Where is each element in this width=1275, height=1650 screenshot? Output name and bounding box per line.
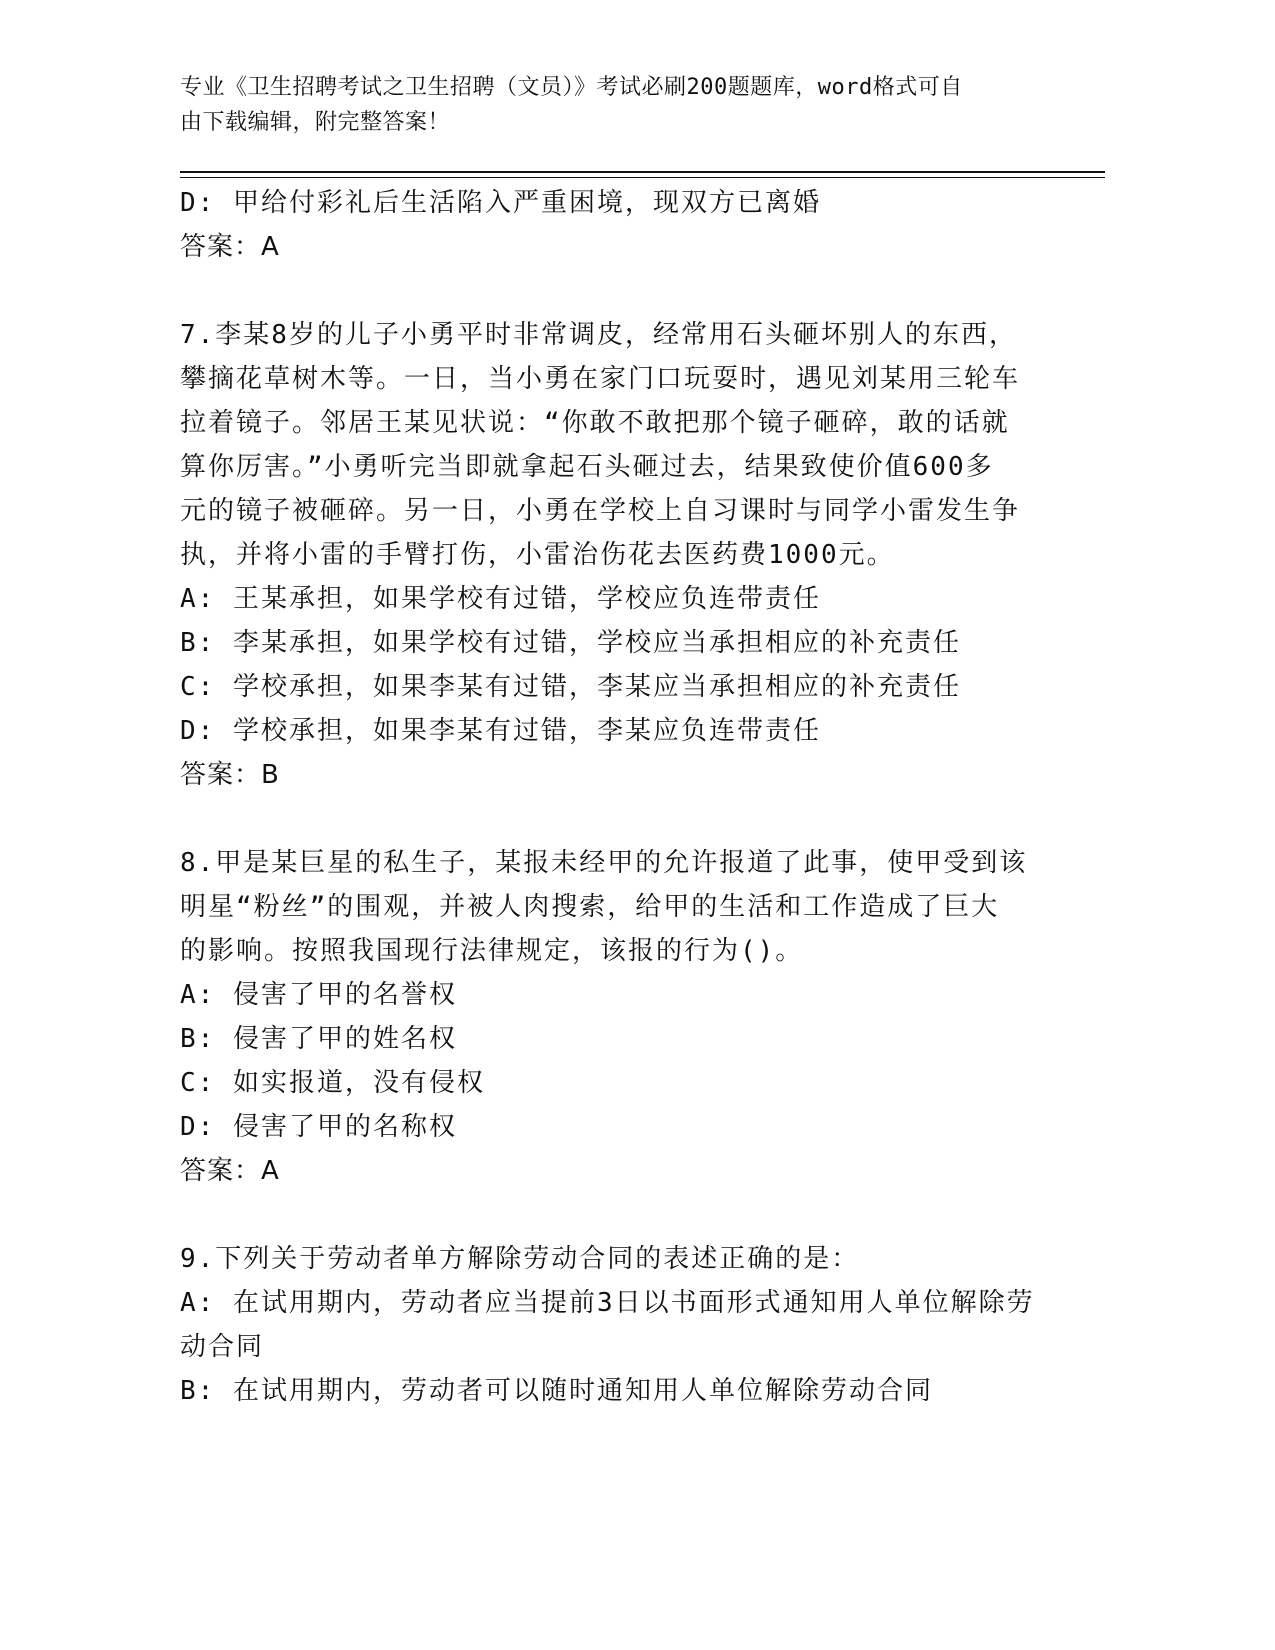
option-d: D: 甲给付彩礼后生活陷入严重困境，现双方已离婚 [180,188,821,218]
answer-line: 答案：A [180,1156,280,1186]
header-line-2: 由下载编辑，附完整答案！ [180,110,451,135]
option-d: D: 学校承担，如果李某有过错，李某应负连带责任 [180,716,821,746]
question-8 [180,841,1040,1193]
stem-line: 算你厉害。”小勇听完当即就拿起石头砸过去，结果致使价值600多 [180,452,994,482]
option-a: A: 侵害了甲的名誉权 [180,980,457,1010]
header-divider-thin [180,177,1105,178]
option-b: B: 李某承担，如果学校有过错，学校应当承担相应的补充责任 [180,628,961,658]
option-c: C: 学校承担，如果李某有过错，李某应当承担相应的补充责任 [180,672,961,702]
option-b: B: 侵害了甲的姓名权 [180,1024,457,1054]
option-b: B: 在试用期内，劳动者可以随时通知用人单位解除劳动合同 [180,1376,933,1406]
option-c: C: 如实报道，没有侵权 [180,1068,485,1098]
stem-line: 攀摘花草树木等。一日，当小勇在家门口玩耍时，遇见刘某用三轮车 [180,364,1021,394]
stem-line: 明星“粉丝”的围观，并被人肉搜索，给甲的生活和工作造成了巨大 [180,892,1000,922]
stem-line: 元的镜子被砸碎。另一日，小勇在学校上自习课时与同学小雷发生争 [180,496,1021,526]
stem-line: 的影响。按照我国现行法律规定，该报的行为()。 [180,936,804,966]
question-6-continuation [180,181,1040,269]
spacer [180,1193,1040,1237]
question-stem [180,313,1022,577]
document-header [180,70,1060,140]
stem-line: 9.下列关于劳动者单方解除劳动合同的表述正确的是： [180,1244,860,1274]
header-line-1: 专业《卫生招聘考试之卫生招聘（文员）》考试必刷200题题库，word格式可自 [180,75,963,100]
stem-line: 执，并将小雷的手臂打伤，小雷治伤花去医药费1000元。 [180,540,895,570]
spacer [180,269,1040,313]
question-stem [180,1237,1022,1281]
option-a: A: 在试用期内，劳动者应当提前3日以书面形式通知用人单位解除劳 [180,1288,1035,1318]
stem-line: 8.甲是某巨星的私生子，某报未经甲的允许报道了此事，使甲受到该 [180,848,1028,878]
answer-line: 答案：A [180,232,280,262]
question-9 [180,1237,1040,1413]
option-d: D: 侵害了甲的名称权 [180,1112,457,1142]
option-a-continued: 动合同 [180,1332,265,1362]
header-divider-thick [180,171,1105,173]
document-body [180,181,1040,1413]
stem-line: 拉着镜子。邻居王某见状说：“你敢不敢把那个镜子砸碎，敢的话就 [180,408,1010,438]
question-stem [180,841,1028,973]
spacer [180,797,1040,841]
stem-line: 7.李某8岁的儿子小勇平时非常调皮，经常用石头砸坏别人的东西， [180,320,1017,350]
answer-line: 答案：B [180,760,280,790]
question-7 [180,313,1040,797]
option-a: A: 王某承担，如果学校有过错，学校应负连带责任 [180,584,821,614]
